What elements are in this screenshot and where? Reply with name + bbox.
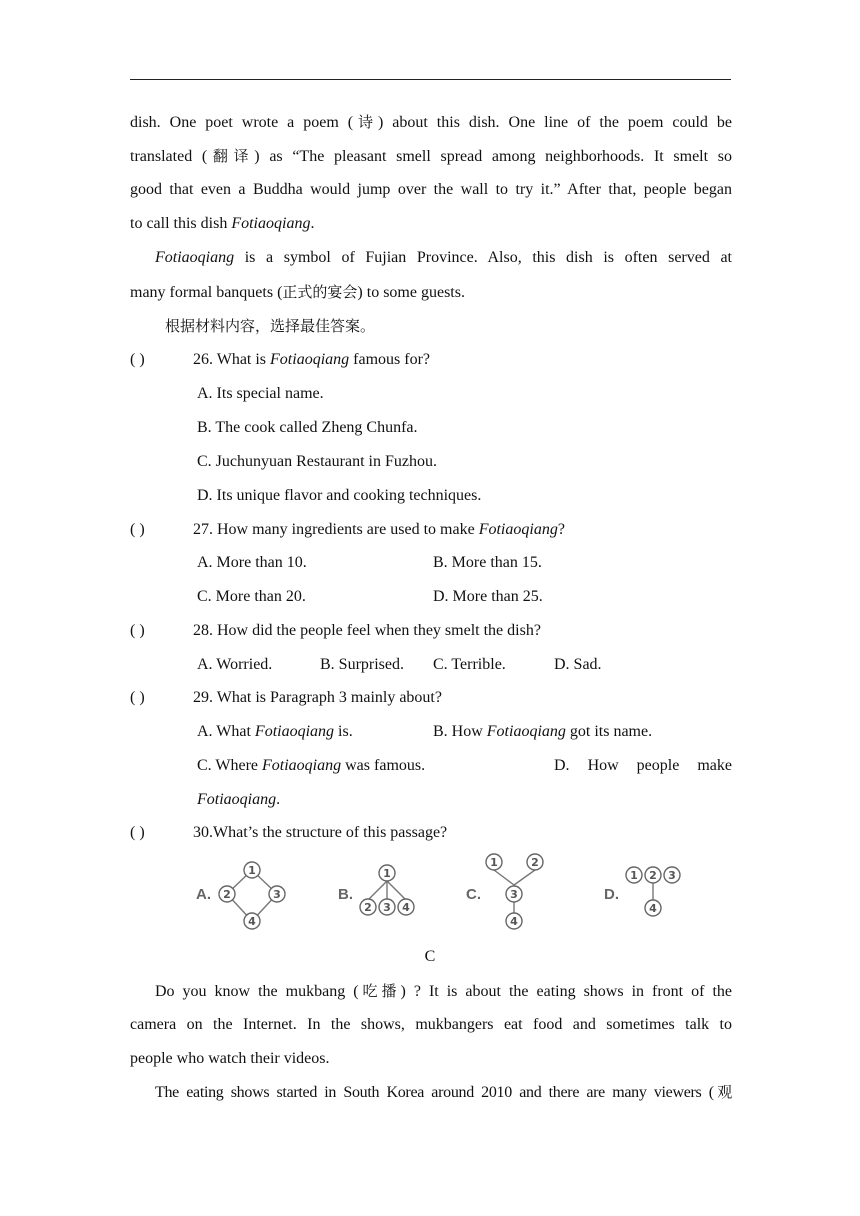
header-rule: [130, 79, 731, 80]
svg-text:1: 1: [383, 867, 391, 880]
option-a: A. What Fotiaoqiang is.: [197, 723, 353, 740]
option-d-continued: Fotiaoqiang.: [197, 791, 281, 808]
option-c: C. More than 20.: [197, 588, 306, 605]
svg-text:3: 3: [383, 901, 391, 914]
passage-line: people who watch their videos.: [130, 1050, 330, 1067]
option-a: A. Its special name.: [197, 385, 324, 402]
question-26: ( ) 26. What is Fotiaoqiang famous for?: [130, 351, 430, 368]
option-a: A. Worried.: [197, 656, 273, 673]
question-30: ( ) 30.What’s the structure of this passage?: [130, 824, 448, 841]
passage-line: camera on the Internet. In the shows, mukbangers eat food and sometimes talk to: [130, 1016, 732, 1033]
svg-text:2: 2: [223, 888, 231, 901]
question-29: ( ) 29. What is Paragraph 3 mainly about?: [130, 689, 442, 706]
svg-text:4: 4: [248, 915, 256, 928]
svg-text:1: 1: [490, 856, 498, 869]
question-27: ( ) 27. How many ingredients are used to make Fotiaoqiang?: [130, 521, 565, 538]
diagram-label-d: D.: [604, 886, 619, 903]
structure-diagrams: [0, 846, 860, 940]
passage-line: The eating shows started in South Korea around 2010 and there are many viewers (观: [155, 1083, 732, 1101]
svg-text:4: 4: [510, 915, 518, 928]
option-d: D. More than 25.: [433, 588, 543, 605]
svg-text:3: 3: [668, 869, 676, 882]
svg-text:3: 3: [273, 888, 281, 901]
answer-blank[interactable]: ( ): [130, 351, 145, 368]
svg-text:2: 2: [531, 856, 539, 869]
option-d: D. Its unique flavor and cooking techniques.: [197, 487, 482, 504]
diagram-label-c: C.: [466, 886, 481, 903]
passage-line: Do you know the mukbang (吃播) ? It is about the eating shows in front of the: [155, 982, 732, 1000]
option-d: D. How people make: [554, 757, 732, 774]
option-b: B. How Fotiaoqiang got its name.: [433, 723, 653, 740]
passage-line: good that even a Buddha would jump over the wall to try it.” After that, people began: [130, 181, 732, 198]
diagram-label-a: A.: [196, 886, 211, 903]
svg-text:4: 4: [402, 901, 410, 914]
diagram-label-b: B.: [338, 886, 353, 903]
option-d: D. Sad.: [554, 656, 602, 673]
section-heading: C: [424, 948, 436, 965]
svg-text:2: 2: [364, 901, 372, 914]
svg-text:2: 2: [649, 869, 657, 882]
passage-line: translated (翻译) as “The pleasant smell spread among neighborhoods. It smelt so: [130, 147, 732, 165]
passage-line: dish. One poet wrote a poem (诗) about this dish. One line of the poem could be: [130, 113, 733, 131]
passage-line: to call this dish Fotiaoqiang.: [130, 215, 315, 232]
option-b: B. More than 15.: [433, 554, 542, 571]
answer-blank[interactable]: ( ): [130, 689, 145, 706]
question-28: ( ) 28. How did the people feel when they smelt the dish?: [130, 622, 541, 639]
answer-blank[interactable]: ( ): [130, 521, 145, 538]
answer-blank[interactable]: ( ): [130, 824, 145, 841]
option-a: A. More than 10.: [197, 554, 307, 571]
option-c: C. Where Fotiaoqiang was famous.: [197, 757, 426, 774]
passage-line: Fotiaoqiang is a symbol of Fujian Province. Also, this dish is often served at: [155, 249, 732, 266]
option-b: B. The cook called Zheng Chunfa.: [197, 419, 418, 436]
option-b: B. Surprised.: [320, 656, 404, 673]
passage-line: many formal banquets (正式的宴会) to some guests.: [130, 283, 465, 301]
svg-text:1: 1: [248, 864, 256, 877]
svg-text:1: 1: [630, 869, 638, 882]
option-c: C. Juchunyuan Restaurant in Fuzhou.: [197, 453, 437, 470]
answer-blank[interactable]: ( ): [130, 622, 145, 639]
instruction: 根据材料内容，选择最佳答案。: [165, 317, 376, 335]
svg-text:3: 3: [510, 888, 518, 901]
svg-text:4: 4: [649, 902, 657, 915]
option-c: C. Terrible.: [433, 656, 506, 673]
